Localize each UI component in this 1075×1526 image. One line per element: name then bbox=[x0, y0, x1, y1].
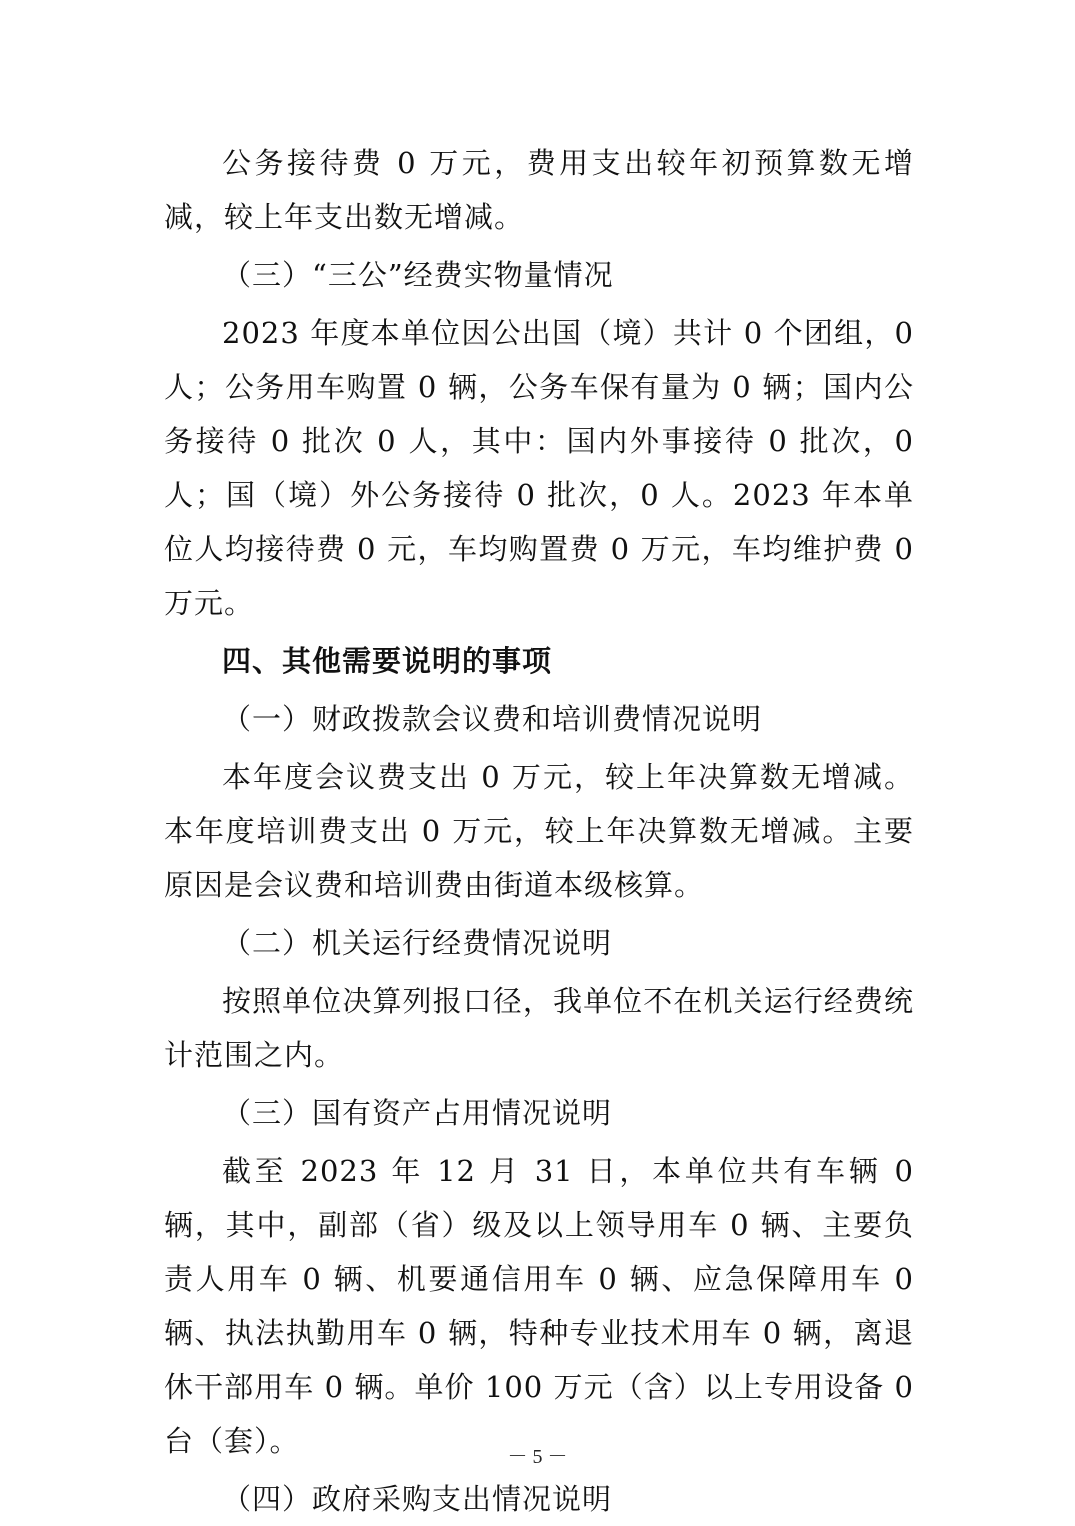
subheading-state-assets: （三）国有资产占用情况说明 bbox=[222, 1096, 613, 1130]
paragraph-meeting-training: 本年度会议费支出 0 万元，较上年决算数无增减。本年度培训费支出 0 万元，较上年决算数无增减。主要原因是会议费和培训费由街道本级核算。 bbox=[164, 760, 914, 902]
subheading-meeting-training: （一）财政拨款会议费和培训费情况说明 bbox=[222, 702, 763, 736]
page-number: － 5 － bbox=[507, 1446, 568, 1468]
paragraph-state-assets: 截至 2023 年 12 月 31 日，本单位共有车辆 0 辆，其中，副部（省）级及以上领导用车 0 辆、主要负责人用车 0 辆、机要通信用车 0 辆、应急保障用车 0 辆、执法执勤用车 0 辆，特种专业技术用车 0 辆，离退休干部用车 0 辆。单价 100 万元（含）以上专用设备 0 台（套）。 bbox=[164, 1154, 914, 1458]
subheading-operating-expenses: （二）机关运行经费情况说明 bbox=[222, 926, 613, 960]
paragraph-operating-expenses: 按照单位决算列报口径，我单位不在机关运行经费统计范围之内。 bbox=[164, 984, 914, 1072]
paragraph-physical-quantity: 2023 年度本单位因公出国（境）共计 0 个团组，0 人；公务用车购置 0 辆，公务车保有量为 0 辆；国内公务接待 0 批次 0 人，其中：国内外事接待 0 批次，0 人；国（境）外公务接待 0 批次，0 人。2023 年本单位人均接待费 0 元，车均购置费 0 万元，车均维护费 0 万元。 bbox=[164, 316, 914, 620]
subheading-three-public-quantity: （三）“三公”经费实物量情况 bbox=[222, 258, 614, 292]
paragraph-reception-cost: 公务接待费 0 万元，费用支出较年初预算数无增减，较上年支出数无增减。 bbox=[164, 146, 914, 234]
document-body bbox=[164, 136, 914, 1526]
subheading-government-procurement: （四）政府采购支出情况说明 bbox=[222, 1482, 613, 1516]
section-heading-other-matters: 四、其他需要说明的事项 bbox=[222, 644, 553, 678]
